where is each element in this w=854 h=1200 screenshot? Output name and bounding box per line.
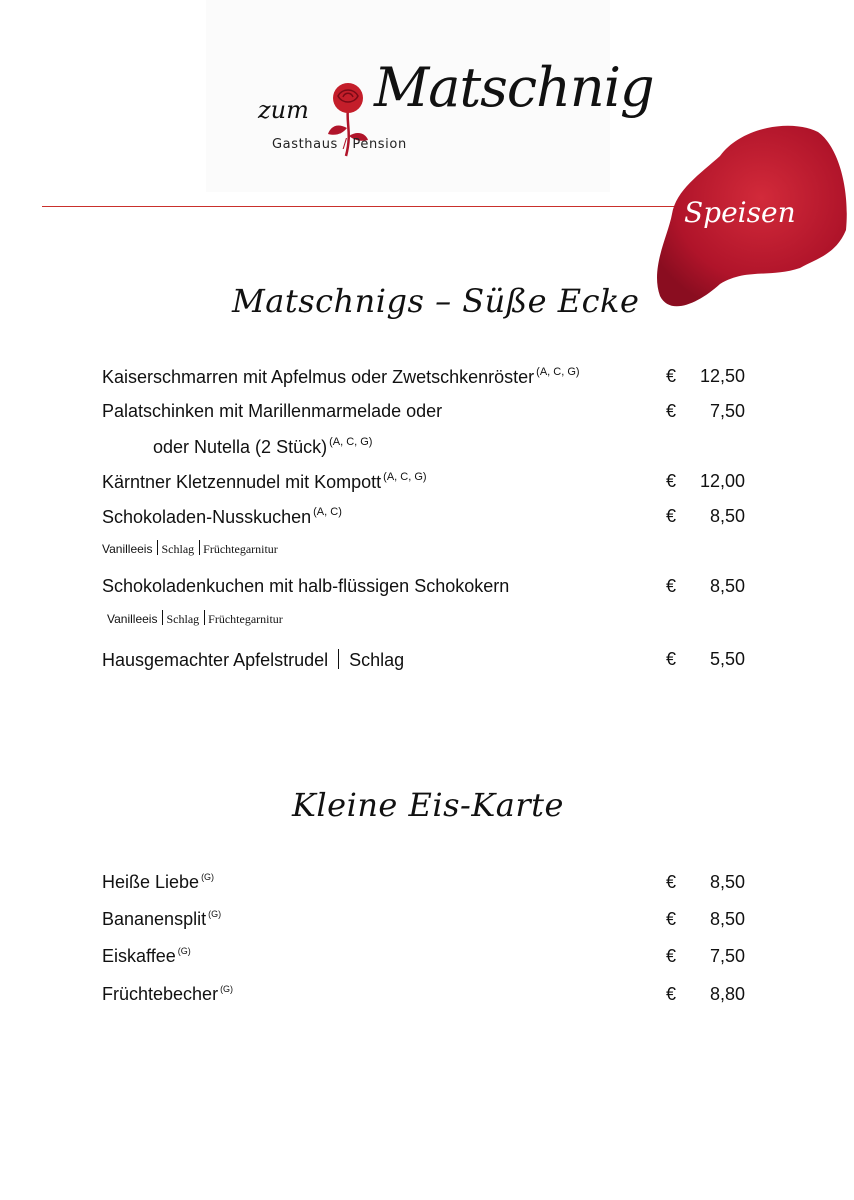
- menu-item-name: Palatschinken mit Marillenmarmelade oder: [102, 401, 443, 421]
- menu-item-name: Hausgemachter Apfelstrudel Schlag: [102, 650, 405, 670]
- logo-name: Matschnig: [374, 56, 654, 119]
- menu-item-name: Schokoladen-Nusskuchen $^{(A, C)}$: [102, 506, 342, 527]
- speisen-label: Speisen: [684, 196, 796, 229]
- logo-prefix: zum: [258, 96, 309, 124]
- currency-symbol: €: [666, 946, 677, 966]
- currency-symbol: €: [666, 984, 677, 1004]
- allergen-note: (A, C, G): [536, 366, 580, 378]
- menu-item-name: Kärntner Kletzennudel mit Kompott $^{(A, C, G)}$: [102, 471, 427, 492]
- menu-item-price: 7,50: [709, 401, 745, 421]
- currency-symbol: €: [666, 649, 677, 669]
- allergen-note: (A, C, G): [383, 471, 427, 483]
- menu-item-price: 7,50: [709, 946, 745, 966]
- currency-symbol: €: [666, 576, 677, 596]
- logo-subtitle-gasthaus: Gasthaus: [272, 137, 338, 152]
- menu-item-name: Kaiserschmarren mit Apfelmus oder Zwetschkenröster $^{(A, C, G)}$: [102, 366, 580, 387]
- menu-item-price: 12,00: [699, 471, 745, 491]
- currency-symbol: €: [666, 506, 677, 526]
- allergen-note: (A, C, G): [329, 436, 373, 448]
- menu-item-continuation: oder Nutella (2 Stück) $^{(A, C, G)}$: [153, 436, 373, 457]
- allergen-note: (G): [220, 984, 234, 994]
- menu-item-name: Eiskaffee $^{(G)}$: [102, 946, 191, 966]
- header-rule: [42, 206, 682, 207]
- menu-item-name: Heiße Liebe $^{(G)}$: [102, 872, 215, 892]
- section-title-eis-karte: Kleine Eis-Karte: [292, 786, 564, 824]
- allergen-note: (G): [177, 946, 191, 956]
- menu-item-price: 8,50: [709, 576, 745, 596]
- menu-item-price: 5,50: [709, 649, 745, 669]
- currency-symbol: €: [666, 401, 677, 421]
- allergen-note: (A, C): [313, 506, 342, 518]
- logo: [206, 0, 654, 192]
- menu-item-price: 8,50: [709, 872, 745, 892]
- allergen-note: (G): [201, 872, 215, 882]
- section-title-suesse-ecke: Matschnigs – Süße Ecke: [232, 282, 640, 320]
- currency-symbol: €: [666, 909, 677, 929]
- menu-item-name: Bananensplit $^{(G)}$: [102, 909, 222, 929]
- menu-item-name: Schokoladenkuchen mit halb-flüssigen Schokokern: [102, 576, 510, 596]
- allergen-note: (G): [208, 909, 222, 919]
- logo-subtitle-pension: Pension: [352, 137, 407, 152]
- menu-item-name: Früchtebecher $^{(G)}$: [102, 984, 234, 1004]
- menu-item-extra: Schlag: [349, 650, 405, 670]
- logo-subtitle-separator: /: [342, 137, 348, 152]
- logo-subtitle: [272, 137, 407, 152]
- currency-symbol: €: [666, 471, 677, 491]
- currency-symbol: €: [666, 872, 677, 892]
- menu-item-garnish-note: Vanilleeis Schlag Früchtegarnitur: [102, 542, 278, 556]
- menu-item-price: 8,50: [709, 909, 745, 929]
- menu-item-price: 8,50: [709, 506, 745, 526]
- menu-item-garnish-note: Vanilleeis Schlag Früchtegarnitur: [107, 612, 283, 626]
- currency-symbol: €: [666, 366, 677, 386]
- menu-item-price: 12,50: [699, 366, 745, 386]
- menu-item-price: 8,80: [709, 984, 745, 1004]
